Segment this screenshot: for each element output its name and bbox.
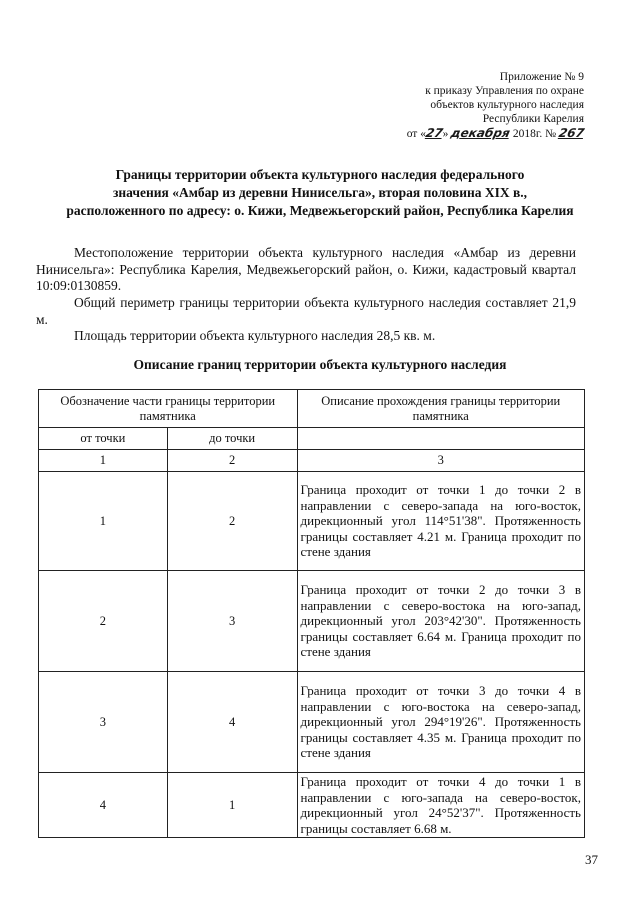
row-to: 1 <box>167 773 297 838</box>
row-desc: Граница проходит от точки 4 до точки 1 в направлении с юго-запада на северо-восток, дирекционный угол 24°52'37". Протяженность границы составляет 6.68 м. <box>297 773 585 838</box>
row-desc: Граница проходит от точки 3 до точки 4 в направлении с юго-востока на северо-запад, дирекционный угол 294°19'26". Протяженность границы составляет 4.35 м. Граница проходит по стене здания <box>297 672 585 773</box>
page-number: 37 <box>585 852 598 867</box>
appendix-line-4: Республики Карелия <box>482 113 584 125</box>
row-from: 4 <box>39 773 168 838</box>
row-from: 1 <box>39 472 168 571</box>
table-colnum-row <box>39 450 585 472</box>
title-line-3: расположенного по адресу: о. Кижи, Медвежьегорский район, Республика Карелия <box>66 203 574 218</box>
perimeter-paragraph <box>36 295 576 328</box>
title-line-2: значения «Амбар из деревни Нинисельга», вторая половина XIX в., <box>112 185 528 200</box>
col-num-2: 2 <box>167 450 297 472</box>
date-sep: » <box>442 128 449 140</box>
appendix-line-2: к приказу Управления по охране <box>425 85 584 97</box>
col-num-1: 1 <box>39 450 168 472</box>
area-paragraph <box>36 328 576 345</box>
table-row <box>39 571 585 672</box>
col-num-3: 3 <box>297 450 585 472</box>
appendix-date-line <box>407 126 584 141</box>
table-title: Описание границ территории объекта культурного наследия <box>133 357 507 372</box>
table-subheader-row <box>39 428 585 450</box>
handwritten-number: 267 <box>557 126 586 140</box>
header-part: Обозначение части границы территории памятника <box>39 390 298 428</box>
boundary-table <box>38 389 585 838</box>
perimeter-text: Общий периметр границы территории объекта культурного наследия составляет 21,9 м. <box>36 295 576 327</box>
row-from: 2 <box>39 571 168 672</box>
appendix-line-1: Приложение № 9 <box>499 71 584 83</box>
table-row <box>39 672 585 773</box>
handwritten-day: 27 <box>424 126 445 140</box>
row-from: 3 <box>39 672 168 773</box>
date-prefix: от « <box>406 128 426 140</box>
row-to: 3 <box>167 571 297 672</box>
appendix-header <box>407 70 584 141</box>
header-from: от точки <box>39 428 168 450</box>
handwritten-month: декабря <box>449 126 512 140</box>
title-line-1: Границы территории объекта культурного наследия федерального <box>115 167 525 182</box>
row-desc: Граница проходит от точки 2 до точки 3 в направлении с северо-востока на юго-запад, дирекционный угол 203°42'30". Протяженность границы составляет 6.64 м. Граница проходит по стене здания <box>297 571 585 672</box>
date-year: 2018г. № <box>512 128 557 140</box>
header-desc: Описание прохождения границы территории памятника <box>297 390 585 428</box>
area-text: Площадь территории объекта культурного наследия 28,5 кв. м. <box>74 328 436 343</box>
appendix-line-3: объектов культурного наследия <box>430 99 584 111</box>
location-paragraph <box>36 245 576 295</box>
table-row <box>39 472 585 571</box>
document-title <box>36 166 604 220</box>
location-text: Местоположение территории объекта культурного наследия «Амбар из деревни Нинисельга»: Республика Карелия, Медвежьегорский район, о. Кижи, кадастровый квартал 10:09:0130859. <box>36 245 576 293</box>
header-empty <box>297 428 585 450</box>
header-to: до точки <box>167 428 297 450</box>
row-to: 4 <box>167 672 297 773</box>
row-to: 2 <box>167 472 297 571</box>
row-desc: Граница проходит от точки 1 до точки 2 в направлении с северо-запада на юго-восток, дирекционный угол 114°51'38". Протяженность границы составляет 4.21 м. Граница проходит по стене здания <box>297 472 585 571</box>
table-header-row <box>39 390 585 428</box>
table-row <box>39 773 585 838</box>
